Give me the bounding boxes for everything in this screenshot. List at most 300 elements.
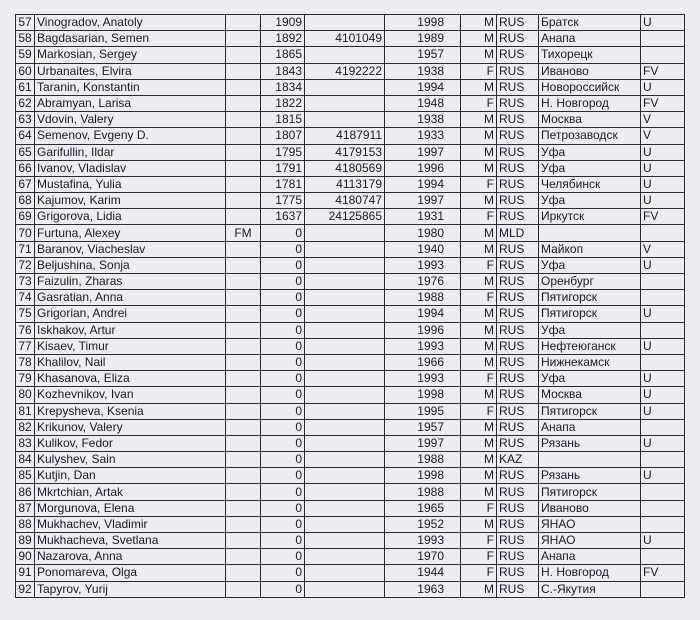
city-cell: Тихорецк [539,47,641,63]
player-rating-cell: 0 [261,500,305,516]
player-fide-id-cell [305,435,385,451]
player-title-cell [226,290,261,306]
table-row [16,387,685,403]
table-row [16,128,685,144]
category-flag-cell [641,549,685,565]
category-flag-cell: U [641,193,685,209]
table-row [16,79,685,95]
player-sex-cell: M [461,387,497,403]
player-name-cell: Kulikov, Fedor [35,435,226,451]
player-name-cell: Taranin, Konstantin [35,79,226,95]
category-flag-cell: U [641,79,685,95]
city-cell: Уфа [539,257,641,273]
player-title-cell [226,144,261,160]
player-sex-cell: F [461,565,497,581]
player-fide-id-cell [305,338,385,354]
city-cell: Н. Новгород [539,95,641,111]
player-sex-cell: F [461,95,497,111]
city-cell: Петрозаводск [539,128,641,144]
player-sex-cell: M [461,354,497,370]
table-row [16,47,685,63]
category-flag-cell: U [641,533,685,549]
player-title-cell [226,468,261,484]
player-title-cell [226,209,261,225]
birth-year-cell: 1988 [385,290,461,306]
table-row [16,533,685,549]
birth-year-cell: 1938 [385,63,461,79]
category-flag-cell: FV [641,565,685,581]
row-number-cell: 57 [16,15,35,31]
category-flag-cell [641,581,685,597]
birth-year-cell: 1997 [385,435,461,451]
federation-cell: RUS [497,79,539,95]
birth-year-cell: 1995 [385,403,461,419]
player-rating-cell: 1781 [261,176,305,192]
player-name-cell: Urbanaites, Elvira [35,63,226,79]
player-sex-cell: F [461,549,497,565]
row-number-cell: 73 [16,274,35,290]
player-title-cell [226,565,261,581]
table-row [16,112,685,128]
birth-year-cell: 1965 [385,500,461,516]
row-number-cell: 78 [16,354,35,370]
federation-cell: KAZ [497,452,539,468]
city-cell: С.-Якутия [539,581,641,597]
table-row [16,15,685,31]
row-number-cell: 89 [16,533,35,549]
city-cell: ЯНАО [539,533,641,549]
city-cell: Москва [539,112,641,128]
birth-year-cell: 1996 [385,160,461,176]
player-fide-id-cell [305,354,385,370]
table-row [16,176,685,192]
player-rating-cell: 0 [261,387,305,403]
player-rating-cell: 0 [261,549,305,565]
player-title-cell [226,371,261,387]
player-title-cell [226,274,261,290]
birth-year-cell: 1989 [385,31,461,47]
player-name-cell: Krepysheva, Ksenia [35,403,226,419]
federation-cell: RUS [497,419,539,435]
player-fide-id-cell [305,484,385,500]
birth-year-cell: 1988 [385,452,461,468]
player-title-cell [226,160,261,176]
row-number-cell: 58 [16,31,35,47]
city-cell: Анапа [539,549,641,565]
birth-year-cell: 1993 [385,257,461,273]
player-title-cell [226,257,261,273]
player-rating-cell: 0 [261,257,305,273]
city-cell: ЯНАО [539,516,641,532]
player-fide-id-cell [305,274,385,290]
player-rating-cell: 0 [261,516,305,532]
player-fide-id-cell [305,565,385,581]
birth-year-cell: 1993 [385,533,461,549]
player-name-cell: Kutjin, Dan [35,468,226,484]
city-cell: Пятигорск [539,484,641,500]
row-number-cell: 59 [16,47,35,63]
birth-year-cell: 1998 [385,468,461,484]
federation-cell: RUS [497,338,539,354]
table-row [16,516,685,532]
player-fide-id-cell [305,95,385,111]
player-fide-id-cell [305,403,385,419]
birth-year-cell: 1957 [385,47,461,63]
table-row [16,95,685,111]
birth-year-cell: 1993 [385,371,461,387]
player-fide-id-cell [305,500,385,516]
row-number-cell: 69 [16,209,35,225]
federation-cell: RUS [497,581,539,597]
player-rating-cell: 0 [261,322,305,338]
city-cell: Пятигорск [539,290,641,306]
player-sex-cell: M [461,225,497,241]
table-row [16,241,685,257]
category-flag-cell [641,31,685,47]
player-sex-cell: M [461,274,497,290]
player-sex-cell: M [461,144,497,160]
player-rating-cell: 0 [261,274,305,290]
player-name-cell: Mukhacheva, Svetlana [35,533,226,549]
birth-year-cell: 1970 [385,549,461,565]
player-name-cell: Khalilov, Nail [35,354,226,370]
table-row [16,565,685,581]
federation-cell: RUS [497,533,539,549]
city-cell: Рязань [539,435,641,451]
row-number-cell: 77 [16,338,35,354]
birth-year-cell: 1994 [385,306,461,322]
table-row [16,193,685,209]
birth-year-cell: 1957 [385,419,461,435]
category-flag-cell: U [641,160,685,176]
player-title-cell [226,581,261,597]
category-flag-cell: FV [641,209,685,225]
player-rating-cell: 0 [261,452,305,468]
player-name-cell: Ivanov, Vladislav [35,160,226,176]
player-sex-cell: F [461,371,497,387]
player-rating-cell: 0 [261,306,305,322]
table-row [16,63,685,79]
city-cell: Уфа [539,144,641,160]
row-number-cell: 64 [16,128,35,144]
player-sex-cell: M [461,338,497,354]
table-row [16,403,685,419]
city-cell: Уфа [539,371,641,387]
birth-year-cell: 1948 [385,95,461,111]
row-number-cell: 84 [16,452,35,468]
player-name-cell: Grigorova, Lidia [35,209,226,225]
player-fide-id-cell: 4192222 [305,63,385,79]
player-rating-cell: 0 [261,225,305,241]
player-sex-cell: F [461,63,497,79]
player-name-cell: Iskhakov, Artur [35,322,226,338]
player-title-cell [226,47,261,63]
row-number-cell: 67 [16,176,35,192]
city-cell: Уфа [539,193,641,209]
player-title-cell [226,533,261,549]
table-row [16,484,685,500]
player-title-cell [226,338,261,354]
birth-year-cell: 1963 [385,581,461,597]
player-fide-id-cell [305,241,385,257]
player-name-cell: Bagdasarian, Semen [35,31,226,47]
city-cell: Анапа [539,31,641,47]
category-flag-cell: U [641,338,685,354]
player-title-cell [226,241,261,257]
table-row [16,435,685,451]
category-flag-cell: FV [641,95,685,111]
table-row [16,274,685,290]
federation-cell: MLD [497,225,539,241]
category-flag-cell: V [641,128,685,144]
players-table-body [16,15,685,598]
player-name-cell: Gasratian, Anna [35,290,226,306]
player-sex-cell: F [461,209,497,225]
birth-year-cell: 1944 [385,565,461,581]
birth-year-cell: 1996 [385,322,461,338]
player-title-cell [226,484,261,500]
player-sex-cell: M [461,452,497,468]
category-flag-cell [641,419,685,435]
player-sex-cell: M [461,581,497,597]
player-sex-cell: F [461,500,497,516]
row-number-cell: 74 [16,290,35,306]
player-name-cell: Mkrtchian, Artak [35,484,226,500]
player-name-cell: Mukhachev, Vladimir [35,516,226,532]
player-rating-cell: 1865 [261,47,305,63]
table-row [16,31,685,47]
player-name-cell: Nazarova, Anna [35,549,226,565]
category-flag-cell [641,225,685,241]
player-title-cell [226,500,261,516]
birth-year-cell: 1931 [385,209,461,225]
city-cell: Майкоп [539,241,641,257]
row-number-cell: 85 [16,468,35,484]
player-title-cell [226,435,261,451]
city-cell: Рязань [539,468,641,484]
federation-cell: RUS [497,209,539,225]
birth-year-cell: 1966 [385,354,461,370]
player-fide-id-cell: 4180569 [305,160,385,176]
category-flag-cell: U [641,371,685,387]
player-rating-cell: 0 [261,403,305,419]
player-name-cell: Garifullin, Ildar [35,144,226,160]
player-fide-id-cell [305,290,385,306]
city-cell: Иваново [539,63,641,79]
player-title-cell [226,387,261,403]
player-fide-id-cell [305,322,385,338]
player-rating-cell: 1822 [261,95,305,111]
birth-year-cell: 1952 [385,516,461,532]
federation-cell: RUS [497,144,539,160]
player-sex-cell: M [461,128,497,144]
category-flag-cell [641,500,685,516]
federation-cell: RUS [497,257,539,273]
player-title-cell: FM [226,225,261,241]
birth-year-cell: 1940 [385,241,461,257]
player-title-cell [226,322,261,338]
table-row [16,209,685,225]
player-name-cell: Khasanova, Eliza [35,371,226,387]
federation-cell: RUS [497,565,539,581]
player-fide-id-cell: 4101049 [305,31,385,47]
player-title-cell [226,516,261,532]
birth-year-cell: 1998 [385,15,461,31]
player-title-cell [226,403,261,419]
player-fide-id-cell [305,581,385,597]
player-sex-cell: M [461,419,497,435]
player-fide-id-cell [305,47,385,63]
federation-cell: RUS [497,549,539,565]
table-row [16,290,685,306]
table-row [16,581,685,597]
player-name-cell: Beljushina, Sonja [35,257,226,273]
federation-cell: RUS [497,435,539,451]
city-cell: Москва [539,387,641,403]
federation-cell: RUS [497,306,539,322]
player-sex-cell: M [461,160,497,176]
table-row [16,322,685,338]
federation-cell: RUS [497,128,539,144]
table-row [16,500,685,516]
category-flag-cell: U [641,387,685,403]
player-fide-id-cell [305,112,385,128]
player-fide-id-cell [305,419,385,435]
federation-cell: RUS [497,290,539,306]
player-sex-cell: F [461,403,497,419]
player-name-cell: Semenov, Evgeny D. [35,128,226,144]
player-sex-cell: M [461,516,497,532]
federation-cell: RUS [497,193,539,209]
birth-year-cell: 1994 [385,79,461,95]
player-title-cell [226,176,261,192]
row-number-cell: 80 [16,387,35,403]
table-row [16,306,685,322]
category-flag-cell: FV [641,63,685,79]
player-rating-cell: 0 [261,371,305,387]
row-number-cell: 66 [16,160,35,176]
federation-cell: RUS [497,176,539,192]
player-sex-cell: M [461,468,497,484]
player-title-cell [226,31,261,47]
city-cell: Нижнекамск [539,354,641,370]
player-name-cell: Morgunova, Elena [35,500,226,516]
player-rating-cell: 1815 [261,112,305,128]
row-number-cell: 62 [16,95,35,111]
birth-year-cell: 1994 [385,176,461,192]
player-rating-cell: 1637 [261,209,305,225]
federation-cell: RUS [497,112,539,128]
row-number-cell: 82 [16,419,35,435]
federation-cell: RUS [497,160,539,176]
player-fide-id-cell [305,387,385,403]
player-name-cell: Ponomareva, Olga [35,565,226,581]
player-title-cell [226,549,261,565]
city-cell: Уфа [539,160,641,176]
player-name-cell: Grigorian, Andrei [35,306,226,322]
category-flag-cell: U [641,468,685,484]
federation-cell: RUS [497,371,539,387]
table-row [16,371,685,387]
players-table [15,14,685,598]
player-fide-id-cell [305,257,385,273]
player-fide-id-cell [305,79,385,95]
player-title-cell [226,306,261,322]
table-row [16,225,685,241]
birth-year-cell: 1998 [385,387,461,403]
player-sex-cell: M [461,15,497,31]
table-row [16,354,685,370]
birth-year-cell: 1933 [385,128,461,144]
birth-year-cell: 1980 [385,225,461,241]
city-cell: Уфа [539,322,641,338]
player-rating-cell: 1892 [261,31,305,47]
player-fide-id-cell [305,225,385,241]
federation-cell: RUS [497,484,539,500]
player-rating-cell: 0 [261,419,305,435]
player-rating-cell: 0 [261,533,305,549]
birth-year-cell: 1938 [385,112,461,128]
federation-cell: RUS [497,274,539,290]
row-number-cell: 88 [16,516,35,532]
birth-year-cell: 1997 [385,144,461,160]
player-sex-cell: M [461,435,497,451]
player-fide-id-cell: 4113179 [305,176,385,192]
player-title-cell [226,15,261,31]
player-title-cell [226,128,261,144]
federation-cell: RUS [497,354,539,370]
player-rating-cell: 0 [261,484,305,500]
federation-cell: RUS [497,387,539,403]
player-title-cell [226,63,261,79]
table-row [16,144,685,160]
federation-cell: RUS [497,15,539,31]
player-name-cell: Mustafina, Yulia [35,176,226,192]
player-rating-cell: 0 [261,565,305,581]
player-fide-id-cell [305,468,385,484]
row-number-cell: 79 [16,371,35,387]
category-flag-cell [641,484,685,500]
row-number-cell: 76 [16,322,35,338]
player-sex-cell: M [461,322,497,338]
player-fide-id-cell [305,516,385,532]
player-sex-cell: M [461,241,497,257]
player-fide-id-cell: 4180747 [305,193,385,209]
federation-cell: RUS [497,403,539,419]
row-number-cell: 63 [16,112,35,128]
player-title-cell [226,193,261,209]
federation-cell: RUS [497,468,539,484]
city-cell [539,452,641,468]
player-sex-cell: M [461,306,497,322]
table-row [16,160,685,176]
player-rating-cell: 1834 [261,79,305,95]
player-sex-cell: M [461,31,497,47]
category-flag-cell [641,322,685,338]
player-fide-id-cell [305,371,385,387]
row-number-cell: 60 [16,63,35,79]
player-rating-cell: 1775 [261,193,305,209]
player-fide-id-cell [305,452,385,468]
player-fide-id-cell [305,533,385,549]
player-sex-cell: F [461,290,497,306]
federation-cell: RUS [497,47,539,63]
category-flag-cell: V [641,112,685,128]
table-row [16,468,685,484]
row-number-cell: 92 [16,581,35,597]
player-name-cell: Furtuna, Alexey [35,225,226,241]
player-sex-cell: M [461,79,497,95]
